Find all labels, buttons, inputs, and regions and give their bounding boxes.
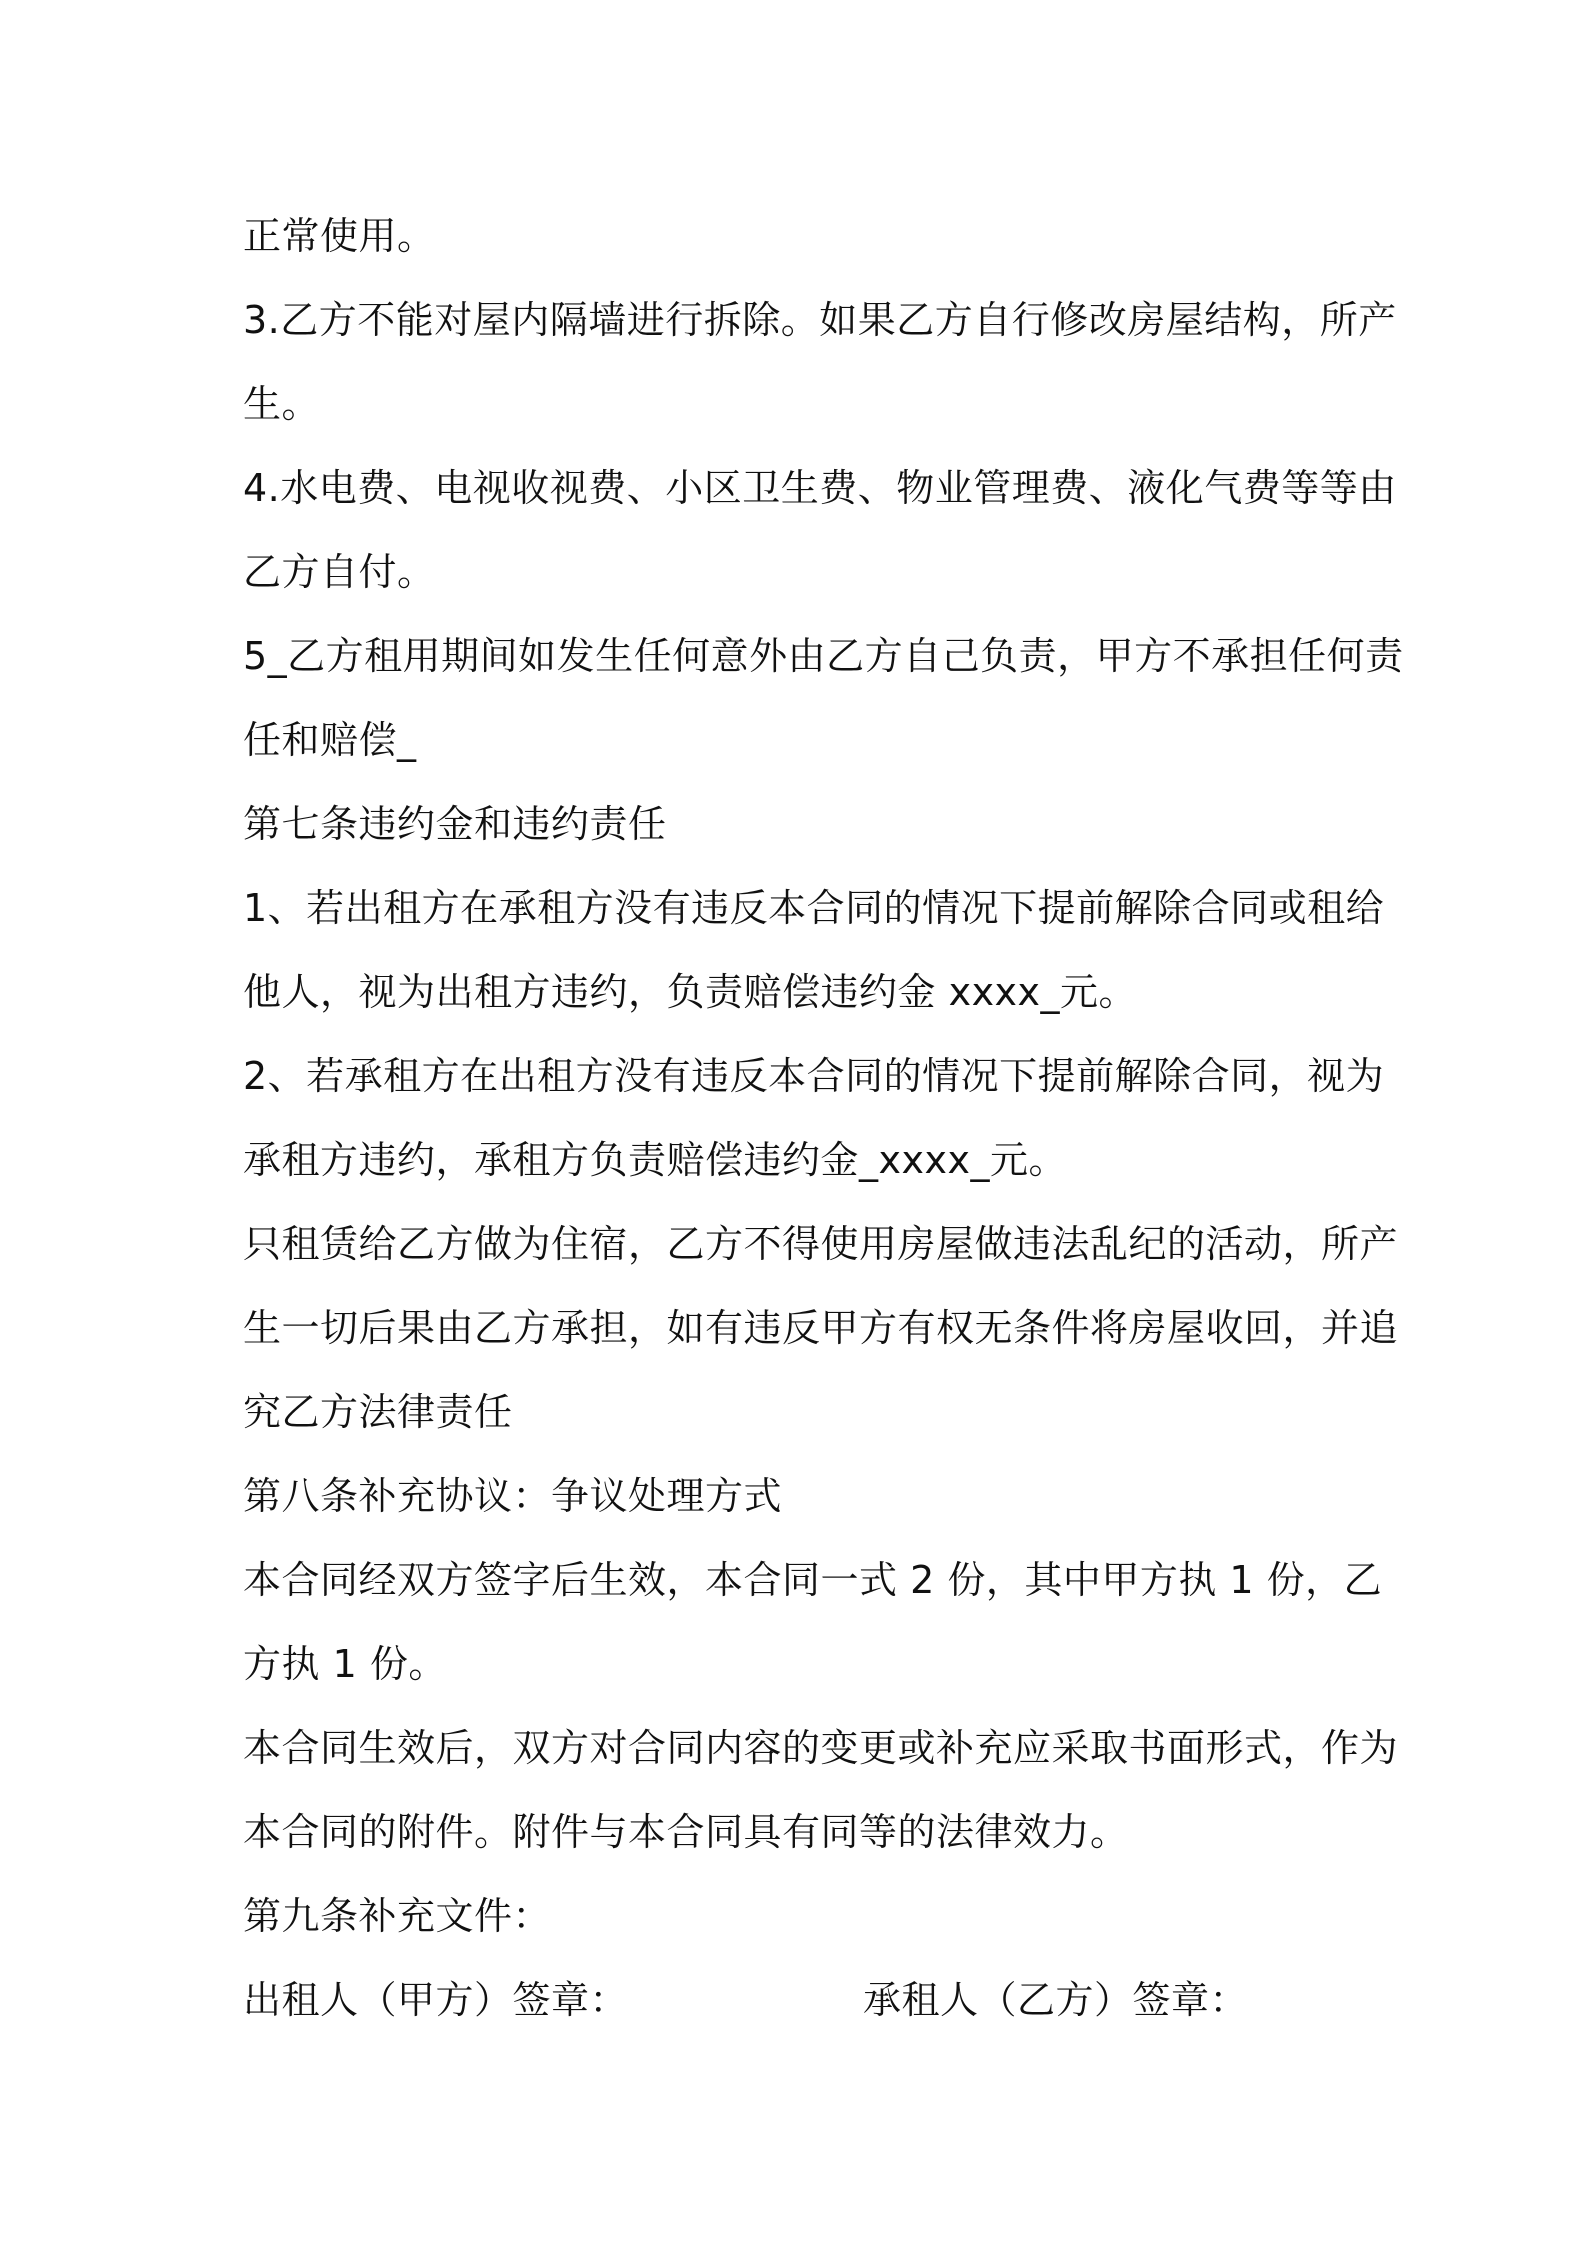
text-line: 本合同生效后，双方对合同内容的变更或补充应采取书面形式，作为 (243, 1726, 1399, 1770)
text-line: 承租方违约，承租方负责赔偿违约金_xxxx_元。 (243, 1138, 1067, 1182)
text-line: 乙方自付。 (243, 550, 436, 594)
text-line: 本合同经双方签字后生效，本合同一式 2 份，其中甲方执 1 份，乙 (243, 1558, 1383, 1602)
text-line: 只租赁给乙方做为住宿，乙方不得使用房屋做违法乱纪的活动，所产 (243, 1222, 1399, 1266)
lessor-signature-label: 出租人（甲方）签章： (243, 1978, 629, 2022)
text-line: 4.水电费、电视收视费、小区卫生费、物业管理费、液化气费等等由 (243, 466, 1397, 510)
text-line: 生。 (243, 382, 321, 426)
section-heading: 第九条补充文件： (243, 1894, 552, 1938)
section-heading: 第八条补充协议：争议处理方式 (243, 1474, 783, 1518)
text-line: 正常使用。 (243, 214, 436, 258)
text-line: 任和赔偿_ (243, 718, 417, 762)
section-heading: 第七条违约金和违约责任 (243, 802, 667, 846)
text-line: 2、若承租方在出租方没有违反本合同的情况下提前解除合同，视为 (243, 1054, 1385, 1098)
lessee-signature-label: 承租人（乙方）签章： (863, 1978, 1249, 2022)
text-line: 1、若出租方在承租方没有违反本合同的情况下提前解除合同或租给 (243, 886, 1385, 930)
text-line: 生一切后果由乙方承担，如有违反甲方有权无条件将房屋收回，并追 (243, 1306, 1399, 1350)
text-line: 方执 1 份。 (243, 1642, 447, 1686)
text-line: 本合同的附件。附件与本合同具有同等的法律效力。 (243, 1810, 1129, 1854)
signature-row (243, 1958, 1363, 2042)
document-body (243, 194, 1404, 2042)
text-line: 他人，视为出租方违约，负责赔偿违约金 xxxx_元。 (243, 970, 1138, 1014)
text-line: 3.乙方不能对屋内隔墙进行拆除。如果乙方自行修改房屋结构，所产 (243, 298, 1397, 342)
text-line: 5_乙方租用期间如发生任何意外由乙方自己负责，甲方不承担任何责 (243, 634, 1404, 678)
text-line: 究乙方法律责任 (243, 1390, 513, 1434)
